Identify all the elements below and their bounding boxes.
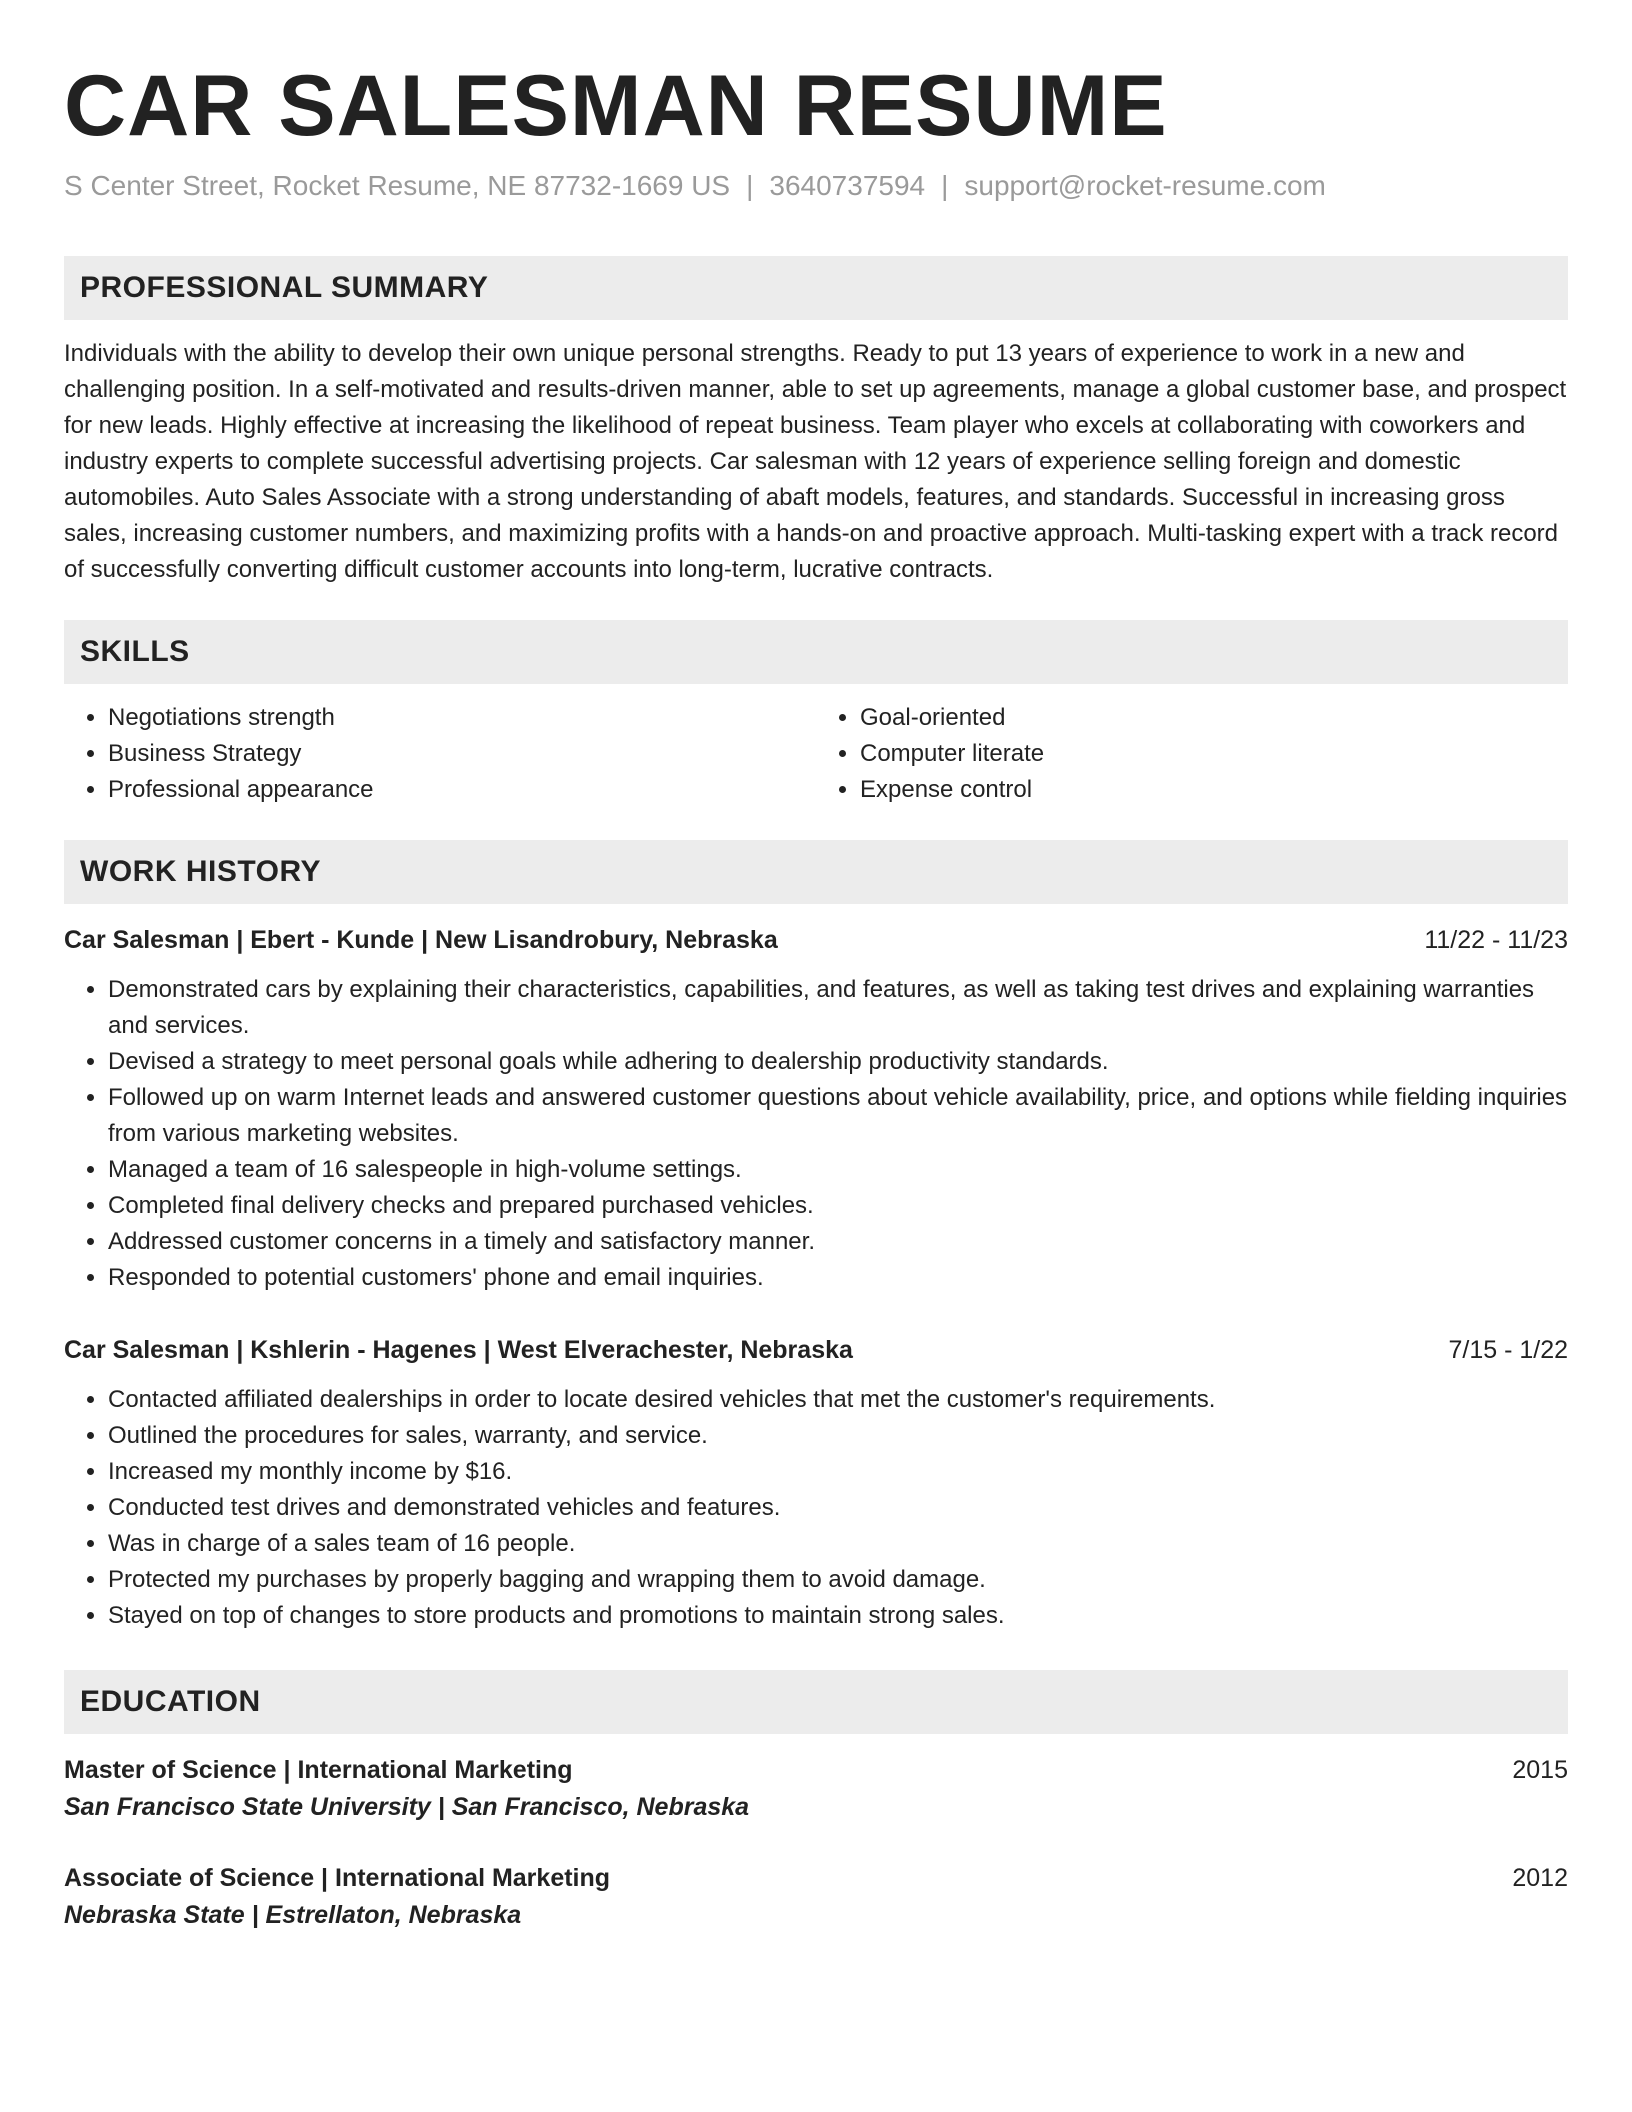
job-bullet: • Followed up on warm Internet leads and answered customer questions about vehicle availability, price, and options while fielding inquiries from various marketing websites. [108, 1080, 1568, 1152]
education-degree: Master of Science | International Marketing [64, 1756, 573, 1784]
education-year: 2015 [1512, 1756, 1568, 1784]
job-bullet: • Outlined the procedures for sales, warranty, and service. [108, 1418, 1568, 1454]
job-dates: 11/22 - 11/23 [1424, 926, 1568, 954]
summary-text: Individuals with the ability to develop their own unique personal strengths. Ready to put 13 years of experience to work in a new and challenging position. In a self-motivated and results-driven manner, able to set up agreements, manage a global customer base, and prospect for new leads. Highly effective at increasing the likelihood of repeat business. Team player who excels at collaborating with coworkers and industry experts to complete successful advertising projects. Car salesman with 12 years of experience selling foreign and domestic automobiles. Auto Sales Associate with a strong understanding of abaft models, features, and standards. Successful in increasing gross sales, increasing customer numbers, and maximizing profits with a hands-on and proactive approach. Multi-tasking expert with a track record of successfully converting difficult customer accounts into long-term, lucrative contracts. [64, 340, 1567, 583]
job-bullet: • Demonstrated cars by explaining their characteristics, capabilities, and features, as well as taking test drives and explaining warranties and services. [108, 972, 1568, 1044]
skills-grid [64, 700, 1568, 808]
job-bullets [64, 1382, 1568, 1634]
education-school: Nebraska State | Estrellaton, Nebraska [64, 1901, 522, 1929]
job-bullet: • Conducted test drives and demonstrated vehicles and features. [108, 1490, 1568, 1526]
contact-email: support@rocket-resume.com [964, 170, 1326, 201]
skill-item: • Negotiations strength [108, 700, 816, 736]
contact-separator: | [746, 170, 754, 201]
job-heading: Car Salesman | Ebert - Kunde | New Lisandrobury, Nebraska [64, 926, 778, 954]
job-bullet: • Protected my purchases by properly bagging and wrapping them to avoid damage. [108, 1562, 1568, 1598]
resume-title: CAR SALESMAN RESUME [64, 58, 1168, 154]
education-entry [64, 1752, 1568, 1826]
job-bullet: • Stayed on top of changes to store products and promotions to maintain strong sales. [108, 1598, 1568, 1634]
education-degree: Associate of Science | International Marketing [64, 1864, 611, 1892]
job-bullet: • Addressed customer concerns in a timely and satisfactory manner. [108, 1224, 1568, 1260]
skill-item: • Expense control [860, 772, 1568, 808]
education-year: 2012 [1512, 1864, 1568, 1892]
section-header-summary: PROFESSIONAL SUMMARY [64, 256, 1568, 320]
job-bullet: • Managed a team of 16 salespeople in high-volume settings. [108, 1152, 1568, 1188]
job-bullet: • Was in charge of a sales team of 16 people. [108, 1526, 1568, 1562]
job-bullet: • Completed final delivery checks and prepared purchased vehicles. [108, 1188, 1568, 1224]
job-bullet: • Contacted affiliated dealerships in order to locate desired vehicles that met the customer's requirements. [108, 1382, 1568, 1418]
contact-phone: 3640737594 [769, 170, 926, 201]
job-bullet: • Devised a strategy to meet personal goals while adhering to dealership productivity standards. [108, 1044, 1568, 1080]
section-header-skills: SKILLS [64, 620, 1568, 684]
job-entry [64, 922, 1568, 1296]
job-bullet: • Increased my monthly income by $16. [108, 1454, 1568, 1490]
job-bullets [64, 972, 1568, 1296]
skill-item: • Goal-oriented [860, 700, 1568, 736]
skill-item: • Computer literate [860, 736, 1568, 772]
contact-line [64, 168, 1568, 204]
contact-address: S Center Street, Rocket Resume, NE 87732-1669 US [64, 170, 731, 201]
education-school: San Francisco State University | San Francisco, Nebraska [64, 1793, 750, 1821]
job-entry [64, 1332, 1568, 1634]
skills-list-right [816, 700, 1568, 808]
education-heading-row [64, 1752, 1568, 1788]
section-header-work: WORK HISTORY [64, 840, 1568, 904]
job-heading: Car Salesman | Kshlerin - Hagenes | West Elverachester, Nebraska [64, 1336, 853, 1364]
job-heading-row [64, 1332, 1568, 1368]
job-bullet: • Responded to potential customers' phone and email inquiries. [108, 1260, 1568, 1296]
education-heading-row [64, 1860, 1568, 1896]
job-heading-row [64, 922, 1568, 958]
skills-list-left [64, 700, 816, 808]
education-entry [64, 1860, 1568, 1934]
section-header-education: EDUCATION [64, 1670, 1568, 1734]
skill-item: • Professional appearance [108, 772, 816, 808]
job-dates: 7/15 - 1/22 [1448, 1336, 1568, 1364]
contact-separator: | [941, 170, 949, 201]
skill-item: • Business Strategy [108, 736, 816, 772]
